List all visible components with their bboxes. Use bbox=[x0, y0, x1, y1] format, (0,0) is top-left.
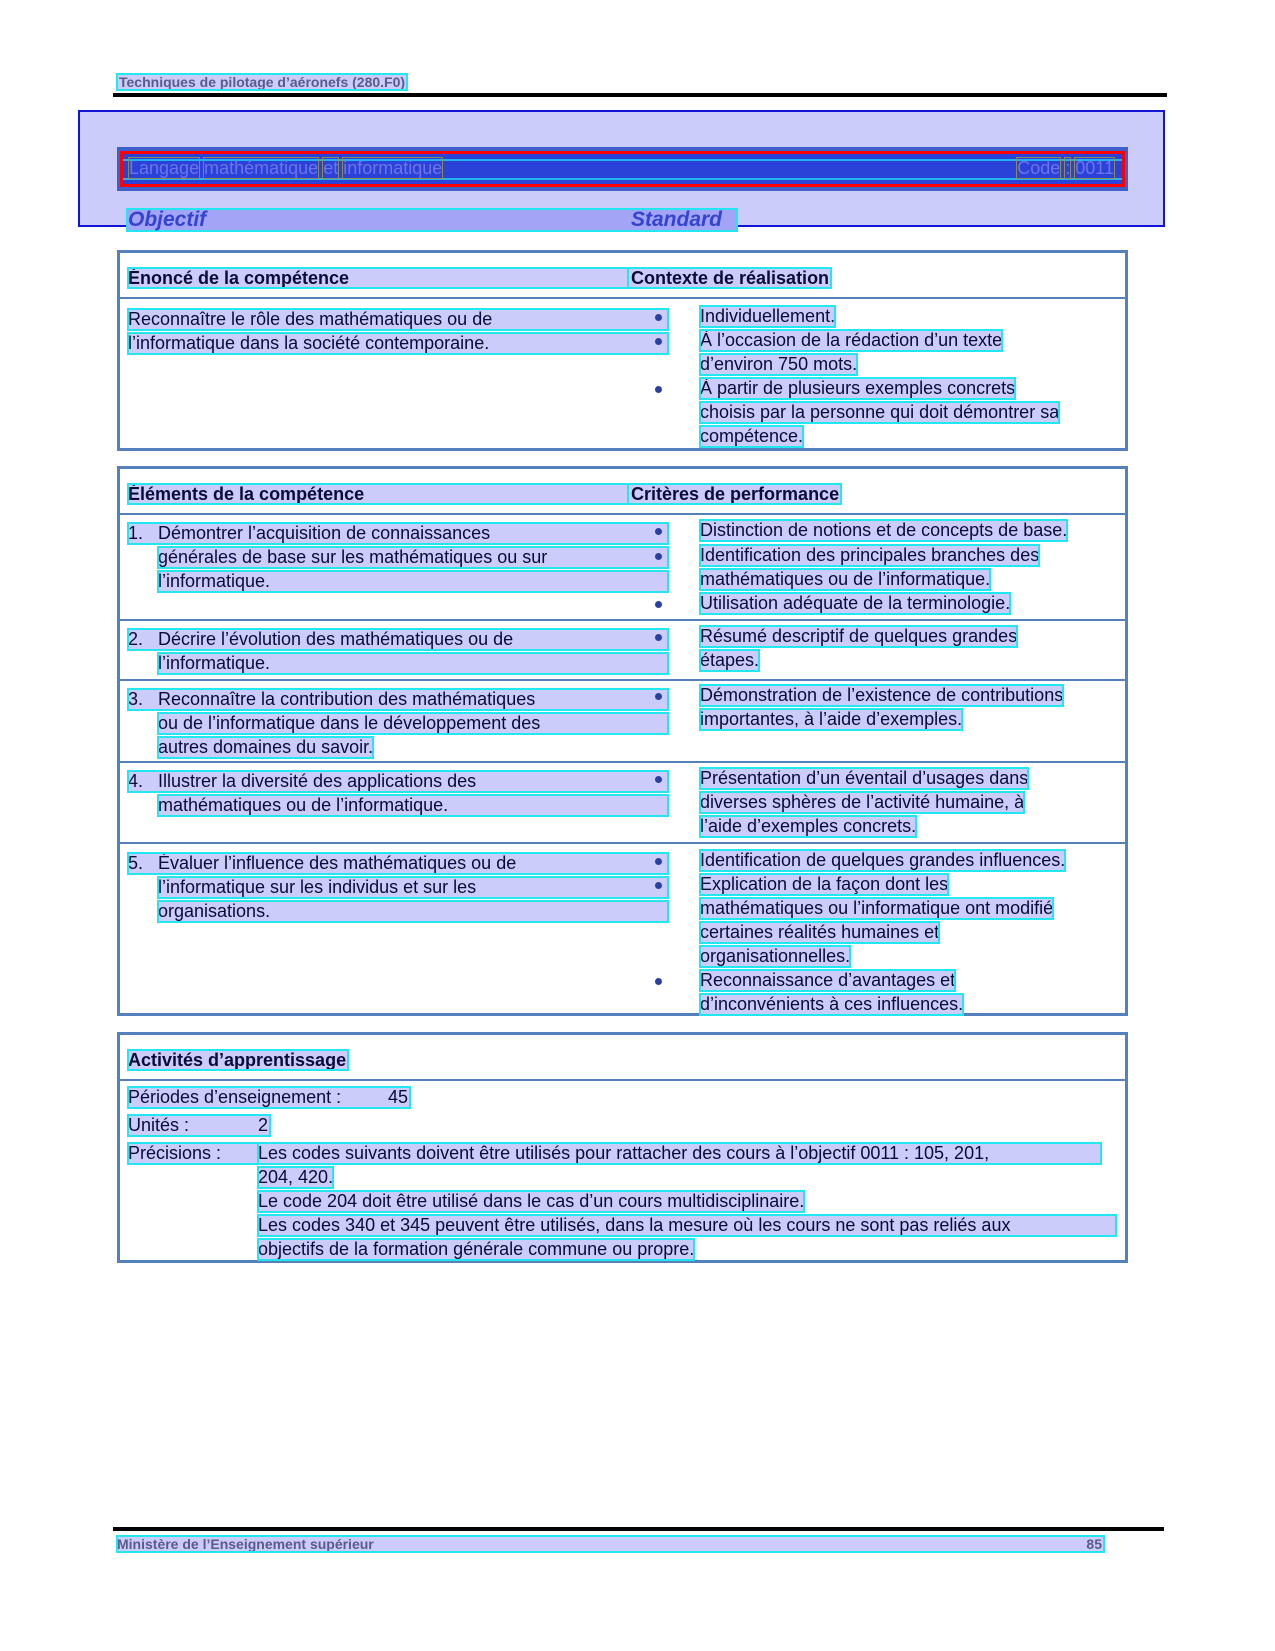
criterion-line: organisationnelles. bbox=[700, 946, 851, 966]
precisions-line: 204, 420. bbox=[258, 1167, 334, 1187]
criterion-line: Démonstration de l’existence de contributions bbox=[700, 685, 1064, 705]
activities-box bbox=[117, 1032, 1128, 1263]
footer-ministry: Ministère de l’Enseignement supérieur bbox=[117, 1536, 374, 1552]
heading-contexte: Contexte de réalisation bbox=[628, 268, 831, 288]
element-line: organisations. bbox=[158, 901, 668, 922]
bullet-icon bbox=[655, 528, 662, 535]
elements-box-header bbox=[120, 469, 1125, 515]
element-row-3 bbox=[120, 681, 1125, 763]
objective-title bbox=[129, 158, 442, 178]
element-number: 2. bbox=[128, 629, 144, 649]
periods-row bbox=[128, 1087, 410, 1108]
bullet-icon bbox=[655, 882, 662, 889]
bullet-icon bbox=[655, 693, 662, 700]
bullet-icon bbox=[655, 858, 662, 865]
subheading-standard: Standard bbox=[631, 208, 723, 231]
precisions-line: Les codes suivants doivent être utilisés pour rattacher des cours à l’objectif 0011 : 105, 201, bbox=[258, 1143, 1101, 1164]
criterion-line: d’inconvénients à ces influences. bbox=[700, 994, 964, 1014]
title-word: informatique bbox=[343, 158, 443, 178]
activities-box-header bbox=[120, 1035, 1125, 1081]
bullet-icon bbox=[655, 601, 662, 608]
criterion-line: importantes, à l’aide d’exemples. bbox=[700, 709, 963, 729]
context-line: d’environ 750 mots. bbox=[700, 354, 858, 374]
precisions-line: Le code 204 doit être utilisé dans le cas d’un cours multidisciplinaire. bbox=[258, 1191, 805, 1211]
element-line: l’informatique. bbox=[158, 571, 668, 592]
element-line: l’informatique. bbox=[158, 653, 668, 674]
element-line: 3. Reconnaître la contribution des mathématiques bbox=[128, 689, 668, 710]
element-row-5 bbox=[120, 844, 1125, 1017]
element-row-2 bbox=[120, 621, 1125, 681]
element-line: 2. Décrire l’évolution des mathématiques ou de bbox=[128, 629, 668, 650]
criterion-line: Identification des principales branches des bbox=[700, 545, 1040, 565]
criterion-line: l’aide d’exemples concrets. bbox=[700, 816, 917, 836]
element-line: 1. Démontrer l’acquisition de connaissances bbox=[128, 523, 668, 544]
heading-elements: Éléments de la compétence bbox=[128, 484, 630, 504]
subheading-objectif: Objectif bbox=[128, 208, 207, 231]
criterion-line: mathématiques ou de l’informatique. bbox=[700, 569, 991, 589]
element-line: 5. Évaluer l’influence des mathématiques ou de bbox=[128, 853, 668, 874]
element-row-1 bbox=[120, 515, 1125, 621]
context-line: Individuellement. bbox=[700, 306, 836, 326]
criterion-line: Explication de la façon dont les bbox=[700, 874, 949, 894]
criterion-line: mathématiques ou l’informatique ont modifié bbox=[700, 898, 1054, 918]
heading-criteres: Critères de performance bbox=[628, 484, 841, 504]
element-line: ou de l’informatique dans le développement des bbox=[158, 713, 668, 734]
competence-box-header bbox=[120, 253, 1125, 299]
footer-rule bbox=[113, 1527, 1164, 1531]
criterion-line: Identification de quelques grandes influences. bbox=[700, 850, 1066, 870]
periods-label: Périodes d’enseignement : bbox=[128, 1087, 342, 1107]
precisions-label: Précisions : bbox=[128, 1143, 258, 1164]
element-number: 3. bbox=[128, 689, 144, 709]
criterion-line: étapes. bbox=[700, 650, 760, 670]
page-footer bbox=[117, 1536, 1104, 1552]
element-line: autres domaines du savoir. bbox=[158, 737, 374, 757]
heading-enonce: Énoncé de la compétence bbox=[128, 268, 630, 288]
heading-activites: Activités d’apprentissage bbox=[128, 1050, 347, 1070]
code-label: Code bbox=[1017, 158, 1061, 178]
element-line: l’informatique sur les individus et sur les bbox=[158, 877, 668, 898]
context-line: choisis par la personne qui doit démontrer sa bbox=[700, 402, 1060, 422]
element-line: générales de base sur les mathématiques ou sur bbox=[158, 547, 668, 568]
title-word: et bbox=[323, 158, 339, 178]
criterion-line: Reconnaissance d’avantages et bbox=[700, 970, 956, 990]
criterion-line: Distinction de notions et de concepts de base. bbox=[700, 520, 1068, 540]
objective-code bbox=[1017, 158, 1114, 178]
element-line: mathématiques ou de l’informatique. bbox=[158, 795, 668, 816]
criterion-line: Utilisation adéquate de la terminologie. bbox=[700, 593, 1011, 613]
bullet-icon bbox=[655, 978, 662, 985]
objective-subheadings bbox=[127, 209, 737, 231]
competence-box bbox=[117, 250, 1128, 451]
elements-box bbox=[117, 466, 1128, 1016]
code-value: 0011 bbox=[1075, 158, 1114, 178]
element-line: 4. Illustrer la diversité des applications des bbox=[128, 771, 668, 792]
units-row bbox=[128, 1115, 270, 1136]
activities-body bbox=[120, 1081, 1125, 1261]
element-row-4 bbox=[120, 763, 1125, 844]
element-number: 5. bbox=[128, 853, 144, 873]
context-line: compétence. bbox=[700, 426, 804, 446]
precisions-line: objectifs de la formation générale commune ou propre. bbox=[258, 1239, 695, 1259]
bullet-icon bbox=[655, 634, 662, 641]
header-rule bbox=[113, 93, 1167, 97]
title-bar-frame bbox=[120, 151, 1125, 187]
precisions-line: Les codes 340 et 345 peuvent être utilisés, dans la mesure où les cours ne sont pas reliés aux bbox=[258, 1215, 1116, 1236]
bullet-icon bbox=[655, 553, 662, 560]
bullet-icon bbox=[655, 338, 662, 345]
code-separator: : bbox=[1065, 158, 1071, 178]
periods-value: 45 bbox=[388, 1087, 409, 1107]
units-label: Unités : bbox=[128, 1115, 190, 1135]
title-word: Langage bbox=[129, 158, 200, 178]
criterion-line: Résumé descriptif de quelques grandes bbox=[700, 626, 1018, 646]
element-number: 4. bbox=[128, 771, 144, 791]
criterion-line: diverses sphères de l’activité humaine, à bbox=[700, 792, 1025, 812]
criterion-line: certaines réalités humaines et bbox=[700, 922, 940, 942]
bullet-icon bbox=[655, 386, 662, 393]
bullet-icon bbox=[655, 776, 662, 783]
context-line: À partir de plusieurs exemples concrets bbox=[700, 378, 1016, 398]
statement-line: l’informatique dans la société contemporaine. bbox=[128, 333, 668, 354]
element-number: 1. bbox=[128, 523, 144, 543]
competence-row bbox=[120, 299, 1125, 449]
bullet-icon bbox=[655, 314, 662, 321]
context-line: À l’occasion de la rédaction d’un texte bbox=[700, 330, 1003, 350]
objective-title-bar bbox=[117, 147, 1128, 191]
statement-line: Reconnaître le rôle des mathématiques ou de bbox=[128, 309, 668, 330]
units-value: 2 bbox=[258, 1115, 269, 1135]
page-number: 85 bbox=[1086, 1536, 1102, 1552]
running-header-title: Techniques de pilotage d’aéronefs (280.F0) bbox=[119, 74, 406, 90]
title-word: mathématique bbox=[204, 158, 319, 178]
criterion-line: Présentation d’un éventail d’usages dans bbox=[700, 768, 1029, 788]
